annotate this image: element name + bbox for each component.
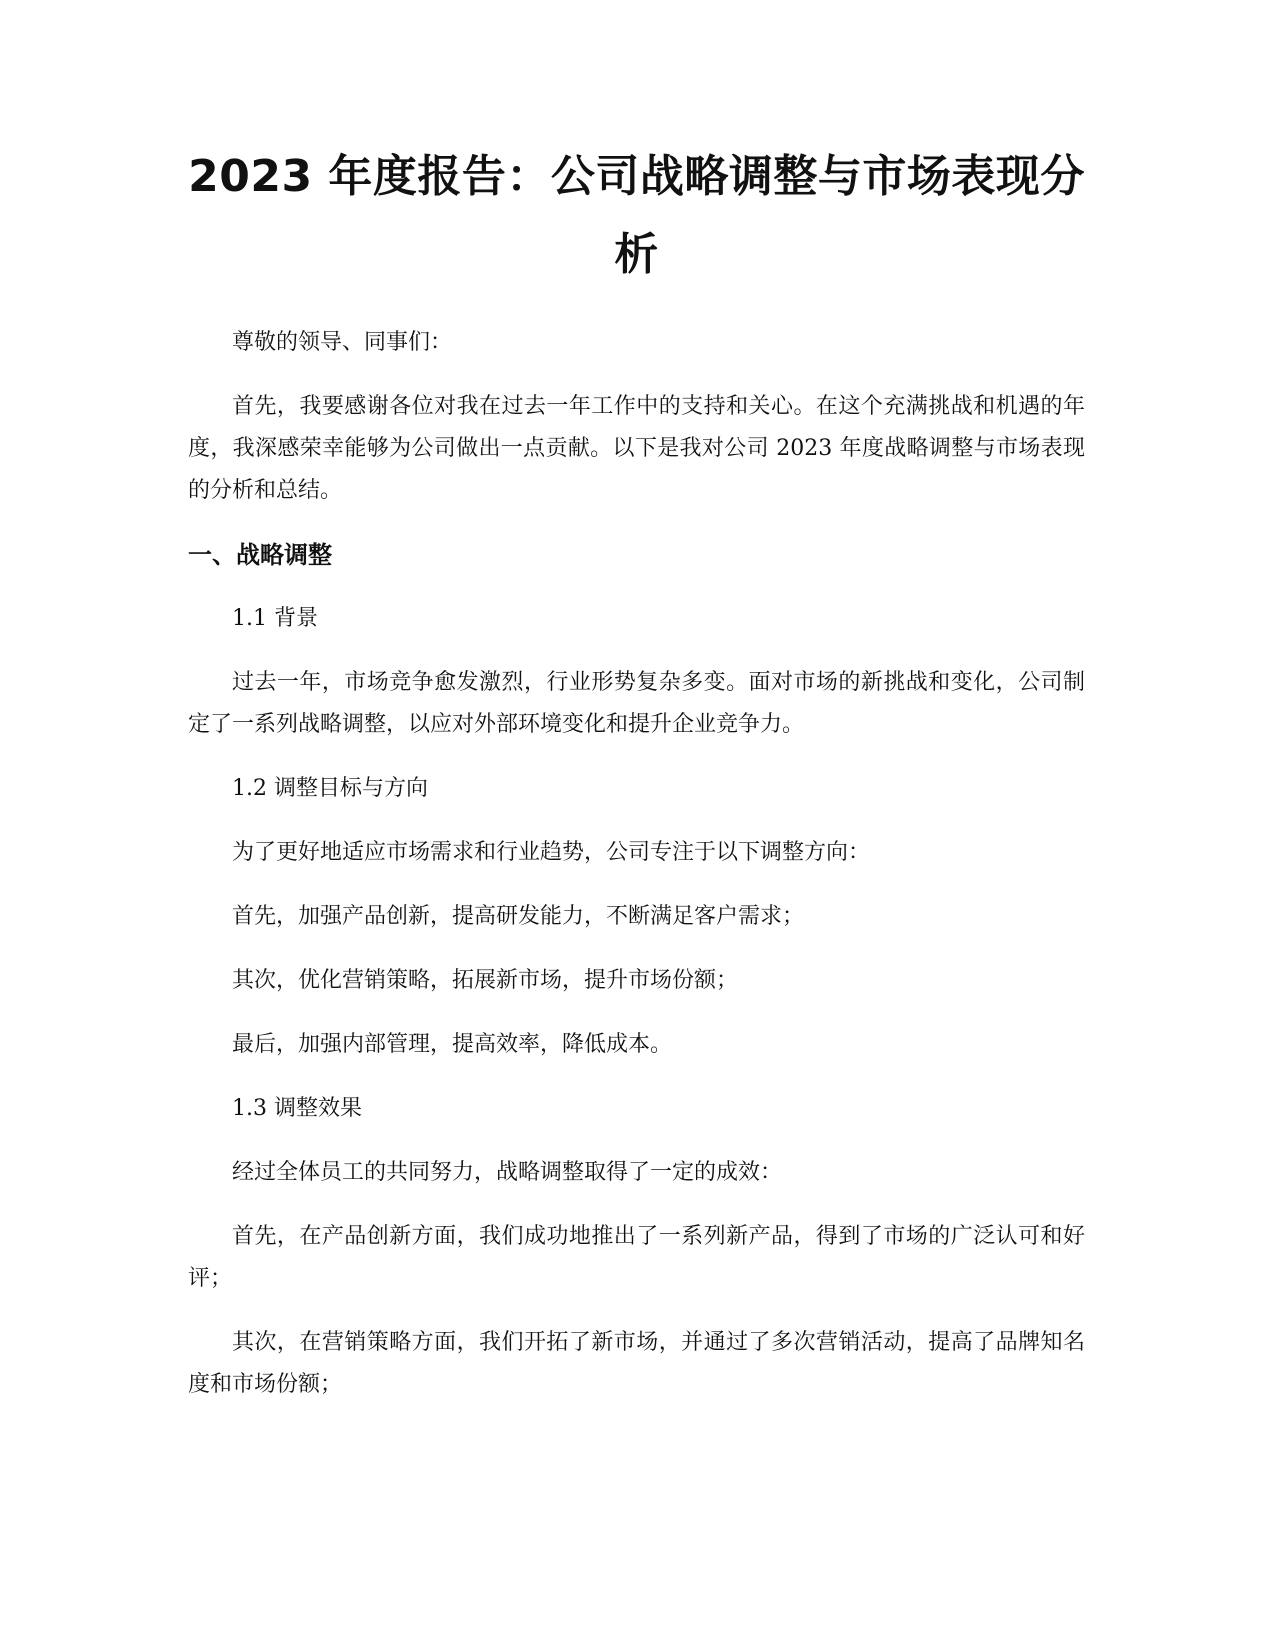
goal-item-last: 最后，加强内部管理，提高效率，降低成本。 <box>232 1032 673 1057</box>
greeting-paragraph: 尊敬的领导、同事们： <box>232 330 453 355</box>
results-intro-paragraph: 经过全体员工的共同努力，战略调整取得了一定的成效： <box>232 1160 783 1185</box>
subsection-heading-results: 1.3 调整效果 <box>232 1096 362 1121</box>
page-title: 2023 年度报告：公司战略调整与市场表现分析 <box>188 151 1085 280</box>
subsection-heading-goals: 1.2 调整目标与方向 <box>232 776 428 801</box>
intro-paragraph: 首先，我要感谢各位对我在过去一年工作中的支持和关心。在这个充满挑战和机遇的年度，我深感荣幸能够为公司做出一点贡献。以下是我对公司 2023 年度战略调整与市场表现的分析和总结。 <box>188 394 1085 503</box>
subsection-heading-background: 1.1 背景 <box>232 606 318 631</box>
result-item-first: 首先，在产品创新方面，我们成功地推出了一系列新产品，得到了市场的广泛认可和好评； <box>188 1224 1085 1291</box>
goal-item-first: 首先，加强产品创新，提高研发能力，不断满足客户需求； <box>232 904 805 929</box>
document-body <box>188 138 1085 1428</box>
goal-item-second: 其次，优化营销策略，拓展新市场，提升市场份额； <box>232 968 739 993</box>
goals-intro-paragraph: 为了更好地适应市场需求和行业趋势，公司专注于以下调整方向： <box>232 840 871 865</box>
section-heading-strategy: 一、战略调整 <box>188 541 332 569</box>
background-paragraph: 过去一年，市场竞争愈发激烈，行业形势复杂多变。面对市场的新挑战和变化，公司制定了一系列战略调整，以应对外部环境变化和提升企业竞争力。 <box>188 670 1085 737</box>
result-item-second: 其次，在营销策略方面，我们开拓了新市场，并通过了多次营销活动，提高了品牌知名度和市场份额； <box>188 1330 1085 1397</box>
